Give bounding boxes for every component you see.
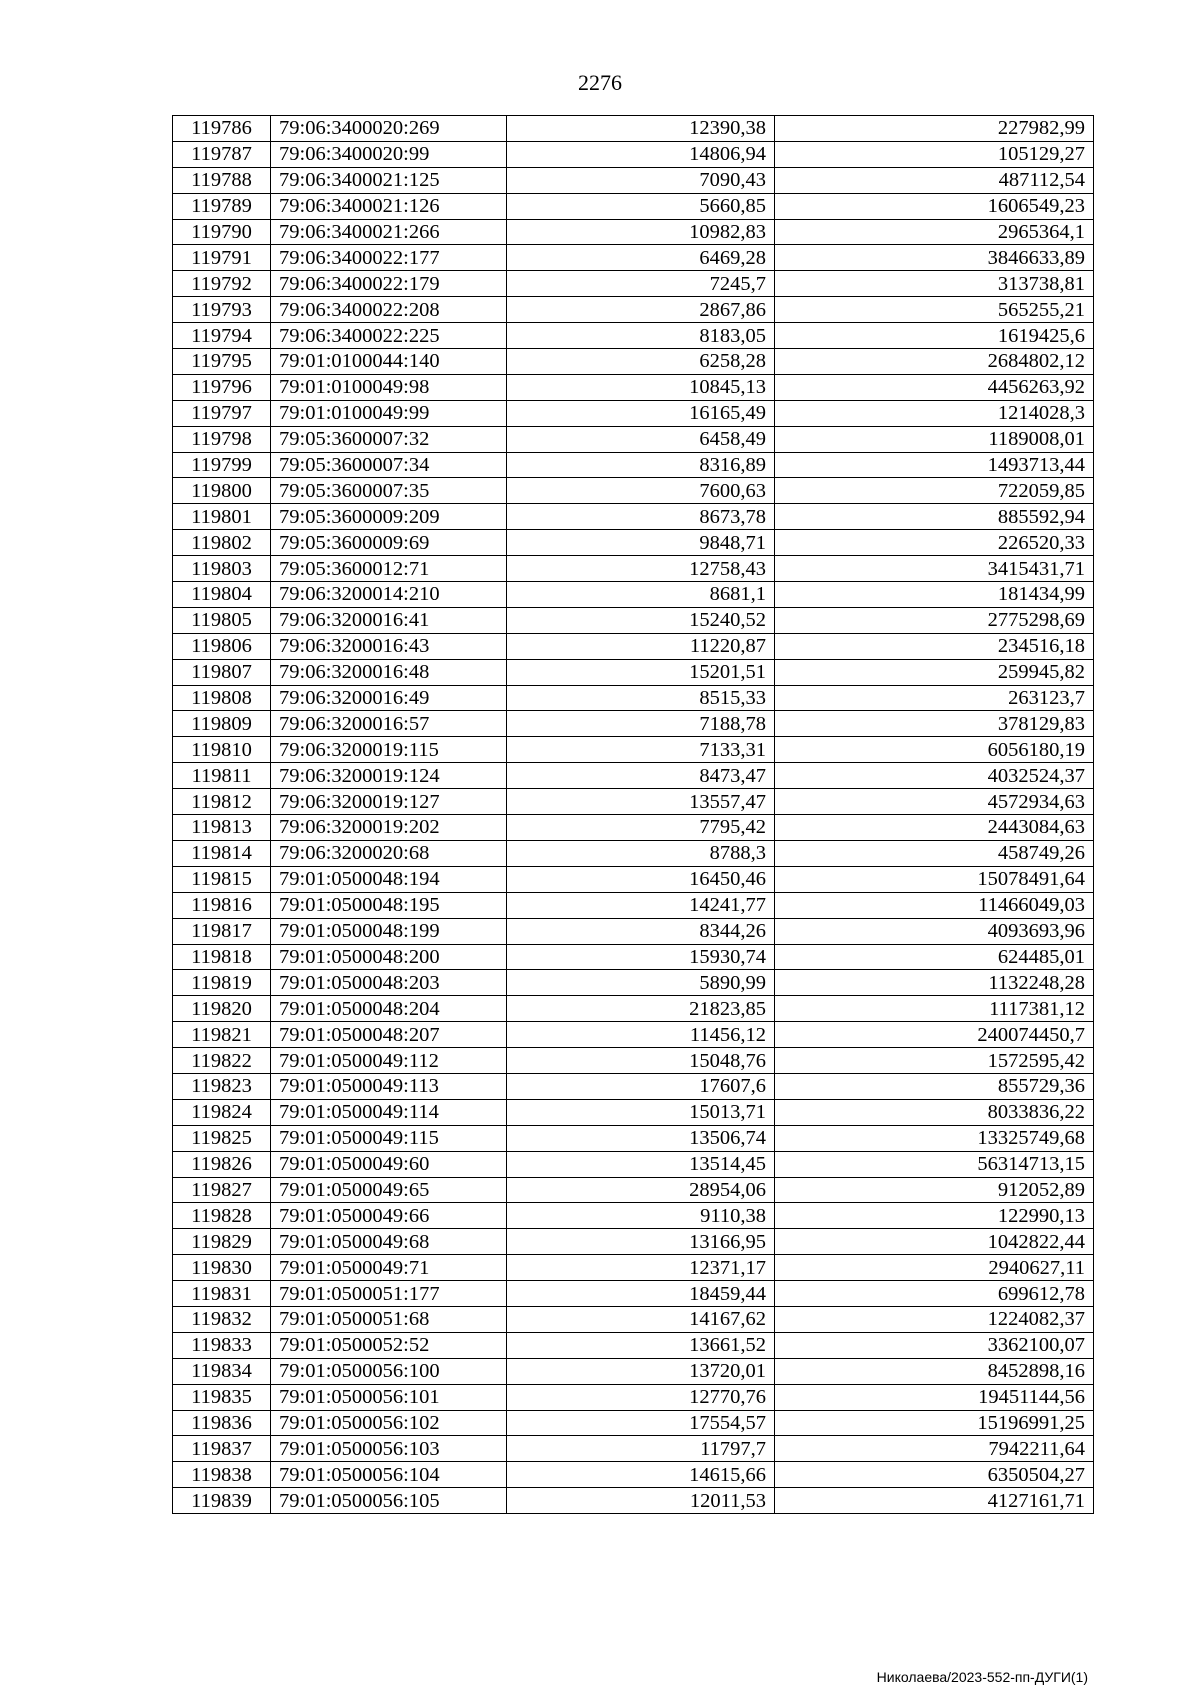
row-number-cell: 119807 bbox=[173, 659, 271, 685]
cadastral-number-cell: 79:01:0500051:68 bbox=[271, 1306, 507, 1332]
row-number-cell: 119792 bbox=[173, 271, 271, 297]
value-cell: 11466049,03 bbox=[775, 892, 1094, 918]
value-cell: 378129,83 bbox=[775, 711, 1094, 737]
row-number-cell: 119836 bbox=[173, 1410, 271, 1436]
row-number-cell: 119838 bbox=[173, 1462, 271, 1488]
cadastral-number-cell: 79:06:3200014:210 bbox=[271, 582, 507, 608]
cadastral-number-cell: 79:01:0100049:99 bbox=[271, 400, 507, 426]
area-cell: 13506,74 bbox=[507, 1125, 775, 1151]
row-number-cell: 119818 bbox=[173, 944, 271, 970]
row-number-cell: 119790 bbox=[173, 219, 271, 245]
value-cell: 122990,13 bbox=[775, 1203, 1094, 1229]
area-cell: 12390,38 bbox=[507, 116, 775, 142]
value-cell: 885592,94 bbox=[775, 504, 1094, 530]
area-cell: 8473,47 bbox=[507, 763, 775, 789]
table-row bbox=[173, 944, 1094, 970]
value-cell: 2443084,63 bbox=[775, 815, 1094, 841]
cadastral-number-cell: 79:06:3200016:49 bbox=[271, 685, 507, 711]
cadastral-number-cell: 79:06:3400022:177 bbox=[271, 245, 507, 271]
row-number-cell: 119817 bbox=[173, 918, 271, 944]
table-body bbox=[173, 116, 1094, 1514]
cadastral-number-cell: 79:01:0500056:105 bbox=[271, 1488, 507, 1514]
area-cell: 11797,7 bbox=[507, 1436, 775, 1462]
table-row bbox=[173, 711, 1094, 737]
row-number-cell: 119812 bbox=[173, 789, 271, 815]
area-cell: 10845,13 bbox=[507, 374, 775, 400]
cadastral-number-cell: 79:01:0500056:104 bbox=[271, 1462, 507, 1488]
table-row bbox=[173, 556, 1094, 582]
row-number-cell: 119839 bbox=[173, 1488, 271, 1514]
value-cell: 6350504,27 bbox=[775, 1462, 1094, 1488]
area-cell: 15240,52 bbox=[507, 607, 775, 633]
page-number: 2276 bbox=[578, 70, 622, 95]
table-row bbox=[173, 1488, 1094, 1514]
cadastral-number-cell: 79:01:0500048:199 bbox=[271, 918, 507, 944]
table-row bbox=[173, 530, 1094, 556]
area-cell: 2867,86 bbox=[507, 297, 775, 323]
cadastral-number-cell: 79:06:3200019:202 bbox=[271, 815, 507, 841]
value-cell: 13325749,68 bbox=[775, 1125, 1094, 1151]
table-row bbox=[173, 1073, 1094, 1099]
row-number-cell: 119797 bbox=[173, 400, 271, 426]
table-row bbox=[173, 633, 1094, 659]
table-row bbox=[173, 374, 1094, 400]
value-cell: 855729,36 bbox=[775, 1073, 1094, 1099]
value-cell: 226520,33 bbox=[775, 530, 1094, 556]
row-number-cell: 119804 bbox=[173, 582, 271, 608]
value-cell: 1042822,44 bbox=[775, 1229, 1094, 1255]
area-cell: 17554,57 bbox=[507, 1410, 775, 1436]
table-row bbox=[173, 271, 1094, 297]
table-row bbox=[173, 167, 1094, 193]
value-cell: 4127161,71 bbox=[775, 1488, 1094, 1514]
table-row bbox=[173, 1462, 1094, 1488]
table-row bbox=[173, 1022, 1094, 1048]
value-cell: 313738,81 bbox=[775, 271, 1094, 297]
value-cell: 1132248,28 bbox=[775, 970, 1094, 996]
area-cell: 15048,76 bbox=[507, 1048, 775, 1074]
cadastral-number-cell: 79:01:0500048:207 bbox=[271, 1022, 507, 1048]
cadastral-number-cell: 79:06:3200016:41 bbox=[271, 607, 507, 633]
area-cell: 13514,45 bbox=[507, 1151, 775, 1177]
value-cell: 3362100,07 bbox=[775, 1332, 1094, 1358]
value-cell: 2684802,12 bbox=[775, 349, 1094, 375]
row-number-cell: 119809 bbox=[173, 711, 271, 737]
table-row bbox=[173, 426, 1094, 452]
cadastral-number-cell: 79:06:3200019:115 bbox=[271, 737, 507, 763]
area-cell: 5890,99 bbox=[507, 970, 775, 996]
cadastral-number-cell: 79:01:0100049:98 bbox=[271, 374, 507, 400]
table-row bbox=[173, 1099, 1094, 1125]
value-cell: 3846633,89 bbox=[775, 245, 1094, 271]
cadastral-number-cell: 79:01:0500049:112 bbox=[271, 1048, 507, 1074]
value-cell: 4456263,92 bbox=[775, 374, 1094, 400]
area-cell: 8673,78 bbox=[507, 504, 775, 530]
row-number-cell: 119791 bbox=[173, 245, 271, 271]
row-number-cell: 119819 bbox=[173, 970, 271, 996]
row-number-cell: 119806 bbox=[173, 633, 271, 659]
table-row bbox=[173, 789, 1094, 815]
cadastral-number-cell: 79:05:3600007:34 bbox=[271, 452, 507, 478]
row-number-cell: 119834 bbox=[173, 1358, 271, 1384]
area-cell: 5660,85 bbox=[507, 193, 775, 219]
row-number-cell: 119802 bbox=[173, 530, 271, 556]
table-row bbox=[173, 1384, 1094, 1410]
value-cell: 227982,99 bbox=[775, 116, 1094, 142]
table-row bbox=[173, 400, 1094, 426]
row-number-cell: 119805 bbox=[173, 607, 271, 633]
area-cell: 8681,1 bbox=[507, 582, 775, 608]
table-row bbox=[173, 607, 1094, 633]
value-cell: 1606549,23 bbox=[775, 193, 1094, 219]
row-number-cell: 119793 bbox=[173, 297, 271, 323]
table-row bbox=[173, 245, 1094, 271]
area-cell: 9848,71 bbox=[507, 530, 775, 556]
value-cell: 1189008,01 bbox=[775, 426, 1094, 452]
row-number-cell: 119799 bbox=[173, 452, 271, 478]
table-row bbox=[173, 918, 1094, 944]
area-cell: 13720,01 bbox=[507, 1358, 775, 1384]
cadastral-number-cell: 79:01:0500048:194 bbox=[271, 866, 507, 892]
cadastral-number-cell: 79:06:3200016:43 bbox=[271, 633, 507, 659]
row-number-cell: 119789 bbox=[173, 193, 271, 219]
cadastral-number-cell: 79:01:0500048:203 bbox=[271, 970, 507, 996]
area-cell: 12371,17 bbox=[507, 1255, 775, 1281]
area-cell: 6258,28 bbox=[507, 349, 775, 375]
area-cell: 7133,31 bbox=[507, 737, 775, 763]
area-cell: 12758,43 bbox=[507, 556, 775, 582]
row-number-cell: 119822 bbox=[173, 1048, 271, 1074]
row-number-cell: 119831 bbox=[173, 1281, 271, 1307]
row-number-cell: 119824 bbox=[173, 1099, 271, 1125]
row-number-cell: 119795 bbox=[173, 349, 271, 375]
area-cell: 7090,43 bbox=[507, 167, 775, 193]
area-cell: 7188,78 bbox=[507, 711, 775, 737]
area-cell: 15930,74 bbox=[507, 944, 775, 970]
area-cell: 12770,76 bbox=[507, 1384, 775, 1410]
area-cell: 17607,6 bbox=[507, 1073, 775, 1099]
cadastral-number-cell: 79:01:0500049:71 bbox=[271, 1255, 507, 1281]
area-cell: 16450,46 bbox=[507, 866, 775, 892]
area-cell: 13557,47 bbox=[507, 789, 775, 815]
cadastral-number-cell: 79:01:0500049:114 bbox=[271, 1099, 507, 1125]
area-cell: 8788,3 bbox=[507, 840, 775, 866]
table-row bbox=[173, 892, 1094, 918]
value-cell: 259945,82 bbox=[775, 659, 1094, 685]
cadastral-number-cell: 79:05:3600009:69 bbox=[271, 530, 507, 556]
value-cell: 624485,01 bbox=[775, 944, 1094, 970]
cadastral-number-cell: 79:06:3200019:127 bbox=[271, 789, 507, 815]
value-cell: 8452898,16 bbox=[775, 1358, 1094, 1384]
row-number-cell: 119815 bbox=[173, 866, 271, 892]
value-cell: 1572595,42 bbox=[775, 1048, 1094, 1074]
cadastral-number-cell: 79:06:3200019:124 bbox=[271, 763, 507, 789]
cadastral-number-cell: 79:01:0500056:101 bbox=[271, 1384, 507, 1410]
value-cell: 6056180,19 bbox=[775, 737, 1094, 763]
area-cell: 8183,05 bbox=[507, 323, 775, 349]
table-row bbox=[173, 815, 1094, 841]
area-cell: 8515,33 bbox=[507, 685, 775, 711]
table-row bbox=[173, 1358, 1094, 1384]
value-cell: 2965364,1 bbox=[775, 219, 1094, 245]
area-cell: 7600,63 bbox=[507, 478, 775, 504]
row-number-cell: 119837 bbox=[173, 1436, 271, 1462]
table-row bbox=[173, 840, 1094, 866]
table-row bbox=[173, 1203, 1094, 1229]
table-row bbox=[173, 323, 1094, 349]
table-row bbox=[173, 504, 1094, 530]
table-row bbox=[173, 1151, 1094, 1177]
value-cell: 565255,21 bbox=[775, 297, 1094, 323]
area-cell: 14806,94 bbox=[507, 141, 775, 167]
value-cell: 722059,85 bbox=[775, 478, 1094, 504]
row-number-cell: 119820 bbox=[173, 996, 271, 1022]
area-cell: 6458,49 bbox=[507, 426, 775, 452]
table-row bbox=[173, 1281, 1094, 1307]
cadastral-number-cell: 79:06:3400020:99 bbox=[271, 141, 507, 167]
table-row bbox=[173, 1410, 1094, 1436]
value-cell: 8033836,22 bbox=[775, 1099, 1094, 1125]
table-row bbox=[173, 193, 1094, 219]
cadastral-number-cell: 79:05:3600007:35 bbox=[271, 478, 507, 504]
value-cell: 56314713,15 bbox=[775, 1151, 1094, 1177]
table-row bbox=[173, 141, 1094, 167]
table-row bbox=[173, 349, 1094, 375]
value-cell: 1619425,6 bbox=[775, 323, 1094, 349]
cadastral-number-cell: 79:06:3400020:269 bbox=[271, 116, 507, 142]
table-row bbox=[173, 219, 1094, 245]
cadastral-number-cell: 79:06:3400021:125 bbox=[271, 167, 507, 193]
row-number-cell: 119823 bbox=[173, 1073, 271, 1099]
value-cell: 1214028,3 bbox=[775, 400, 1094, 426]
row-number-cell: 119832 bbox=[173, 1306, 271, 1332]
value-cell: 1493713,44 bbox=[775, 452, 1094, 478]
table-row bbox=[173, 685, 1094, 711]
value-cell: 4093693,96 bbox=[775, 918, 1094, 944]
table-row bbox=[173, 763, 1094, 789]
table-row bbox=[173, 297, 1094, 323]
value-cell: 4572934,63 bbox=[775, 789, 1094, 815]
value-cell: 7942211,64 bbox=[775, 1436, 1094, 1462]
cadastral-number-cell: 79:06:3200016:57 bbox=[271, 711, 507, 737]
table-row bbox=[173, 1125, 1094, 1151]
value-cell: 263123,7 bbox=[775, 685, 1094, 711]
row-number-cell: 119825 bbox=[173, 1125, 271, 1151]
row-number-cell: 119810 bbox=[173, 737, 271, 763]
value-cell: 487112,54 bbox=[775, 167, 1094, 193]
area-cell: 21823,85 bbox=[507, 996, 775, 1022]
area-cell: 14167,62 bbox=[507, 1306, 775, 1332]
table-row bbox=[173, 866, 1094, 892]
table-row bbox=[173, 996, 1094, 1022]
table-row bbox=[173, 582, 1094, 608]
area-cell: 14241,77 bbox=[507, 892, 775, 918]
row-number-cell: 119821 bbox=[173, 1022, 271, 1048]
area-cell: 13661,52 bbox=[507, 1332, 775, 1358]
cadastral-number-cell: 79:06:3200020:68 bbox=[271, 840, 507, 866]
area-cell: 13166,95 bbox=[507, 1229, 775, 1255]
table-row bbox=[173, 1255, 1094, 1281]
area-cell: 7245,7 bbox=[507, 271, 775, 297]
cadastral-number-cell: 79:06:3400021:126 bbox=[271, 193, 507, 219]
area-cell: 18459,44 bbox=[507, 1281, 775, 1307]
cadastral-number-cell: 79:06:3200016:48 bbox=[271, 659, 507, 685]
row-number-cell: 119835 bbox=[173, 1384, 271, 1410]
value-cell: 458749,26 bbox=[775, 840, 1094, 866]
row-number-cell: 119833 bbox=[173, 1332, 271, 1358]
document-reference: Николаева/2023-552-пп-ДУГИ(1) bbox=[876, 1669, 1088, 1685]
cadastral-number-cell: 79:01:0100044:140 bbox=[271, 349, 507, 375]
value-cell: 181434,99 bbox=[775, 582, 1094, 608]
area-cell: 8316,89 bbox=[507, 452, 775, 478]
cadastral-number-cell: 79:01:0500052:52 bbox=[271, 1332, 507, 1358]
cadastral-number-cell: 79:05:3600009:209 bbox=[271, 504, 507, 530]
value-cell: 240074450,7 bbox=[775, 1022, 1094, 1048]
area-cell: 8344,26 bbox=[507, 918, 775, 944]
table-row bbox=[173, 737, 1094, 763]
cadastral-number-cell: 79:06:3400022:225 bbox=[271, 323, 507, 349]
cadastral-number-cell: 79:01:0500049:66 bbox=[271, 1203, 507, 1229]
table-row bbox=[173, 116, 1094, 142]
value-cell: 3415431,71 bbox=[775, 556, 1094, 582]
row-number-cell: 119794 bbox=[173, 323, 271, 349]
cadastral-number-cell: 79:06:3400021:266 bbox=[271, 219, 507, 245]
cadastral-number-cell: 79:05:3600007:32 bbox=[271, 426, 507, 452]
table-row bbox=[173, 1229, 1094, 1255]
row-number-cell: 119827 bbox=[173, 1177, 271, 1203]
table-row bbox=[173, 1306, 1094, 1332]
cadastral-table bbox=[172, 115, 1094, 1514]
cadastral-number-cell: 79:01:0500056:103 bbox=[271, 1436, 507, 1462]
cadastral-number-cell: 79:01:0500049:113 bbox=[271, 1073, 507, 1099]
area-cell: 15201,51 bbox=[507, 659, 775, 685]
cadastral-number-cell: 79:01:0500049:68 bbox=[271, 1229, 507, 1255]
area-cell: 14615,66 bbox=[507, 1462, 775, 1488]
area-cell: 28954,06 bbox=[507, 1177, 775, 1203]
table-row bbox=[173, 1332, 1094, 1358]
table-row bbox=[173, 478, 1094, 504]
table-row bbox=[173, 1177, 1094, 1203]
row-number-cell: 119813 bbox=[173, 815, 271, 841]
row-number-cell: 119811 bbox=[173, 763, 271, 789]
row-number-cell: 119816 bbox=[173, 892, 271, 918]
value-cell: 699612,78 bbox=[775, 1281, 1094, 1307]
row-number-cell: 119801 bbox=[173, 504, 271, 530]
value-cell: 234516,18 bbox=[775, 633, 1094, 659]
area-cell: 16165,49 bbox=[507, 400, 775, 426]
cadastral-number-cell: 79:06:3400022:208 bbox=[271, 297, 507, 323]
area-cell: 6469,28 bbox=[507, 245, 775, 271]
row-number-cell: 119786 bbox=[173, 116, 271, 142]
value-cell: 2775298,69 bbox=[775, 607, 1094, 633]
value-cell: 2940627,11 bbox=[775, 1255, 1094, 1281]
row-number-cell: 119814 bbox=[173, 840, 271, 866]
row-number-cell: 119800 bbox=[173, 478, 271, 504]
value-cell: 4032524,37 bbox=[775, 763, 1094, 789]
area-cell: 10982,83 bbox=[507, 219, 775, 245]
row-number-cell: 119830 bbox=[173, 1255, 271, 1281]
cadastral-number-cell: 79:01:0500048:204 bbox=[271, 996, 507, 1022]
row-number-cell: 119796 bbox=[173, 374, 271, 400]
cadastral-number-cell: 79:06:3400022:179 bbox=[271, 271, 507, 297]
value-cell: 1224082,37 bbox=[775, 1306, 1094, 1332]
cadastral-number-cell: 79:01:0500049:65 bbox=[271, 1177, 507, 1203]
area-cell: 7795,42 bbox=[507, 815, 775, 841]
cadastral-number-cell: 79:01:0500056:100 bbox=[271, 1358, 507, 1384]
area-cell: 11220,87 bbox=[507, 633, 775, 659]
cadastral-number-cell: 79:01:0500051:177 bbox=[271, 1281, 507, 1307]
value-cell: 15196991,25 bbox=[775, 1410, 1094, 1436]
value-cell: 15078491,64 bbox=[775, 866, 1094, 892]
value-cell: 1117381,12 bbox=[775, 996, 1094, 1022]
value-cell: 19451144,56 bbox=[775, 1384, 1094, 1410]
table-row bbox=[173, 970, 1094, 996]
row-number-cell: 119803 bbox=[173, 556, 271, 582]
cadastral-number-cell: 79:01:0500049:115 bbox=[271, 1125, 507, 1151]
cadastral-number-cell: 79:01:0500048:195 bbox=[271, 892, 507, 918]
row-number-cell: 119826 bbox=[173, 1151, 271, 1177]
row-number-cell: 119787 bbox=[173, 141, 271, 167]
row-number-cell: 119808 bbox=[173, 685, 271, 711]
table-row bbox=[173, 1048, 1094, 1074]
area-cell: 9110,38 bbox=[507, 1203, 775, 1229]
area-cell: 15013,71 bbox=[507, 1099, 775, 1125]
row-number-cell: 119829 bbox=[173, 1229, 271, 1255]
cadastral-number-cell: 79:01:0500048:200 bbox=[271, 944, 507, 970]
value-cell: 105129,27 bbox=[775, 141, 1094, 167]
table-row bbox=[173, 1436, 1094, 1462]
row-number-cell: 119828 bbox=[173, 1203, 271, 1229]
area-cell: 11456,12 bbox=[507, 1022, 775, 1048]
row-number-cell: 119798 bbox=[173, 426, 271, 452]
cadastral-number-cell: 79:01:0500056:102 bbox=[271, 1410, 507, 1436]
value-cell: 912052,89 bbox=[775, 1177, 1094, 1203]
row-number-cell: 119788 bbox=[173, 167, 271, 193]
table-row bbox=[173, 659, 1094, 685]
cadastral-number-cell: 79:05:3600012:71 bbox=[271, 556, 507, 582]
cadastral-number-cell: 79:01:0500049:60 bbox=[271, 1151, 507, 1177]
area-cell: 12011,53 bbox=[507, 1488, 775, 1514]
table-row bbox=[173, 452, 1094, 478]
